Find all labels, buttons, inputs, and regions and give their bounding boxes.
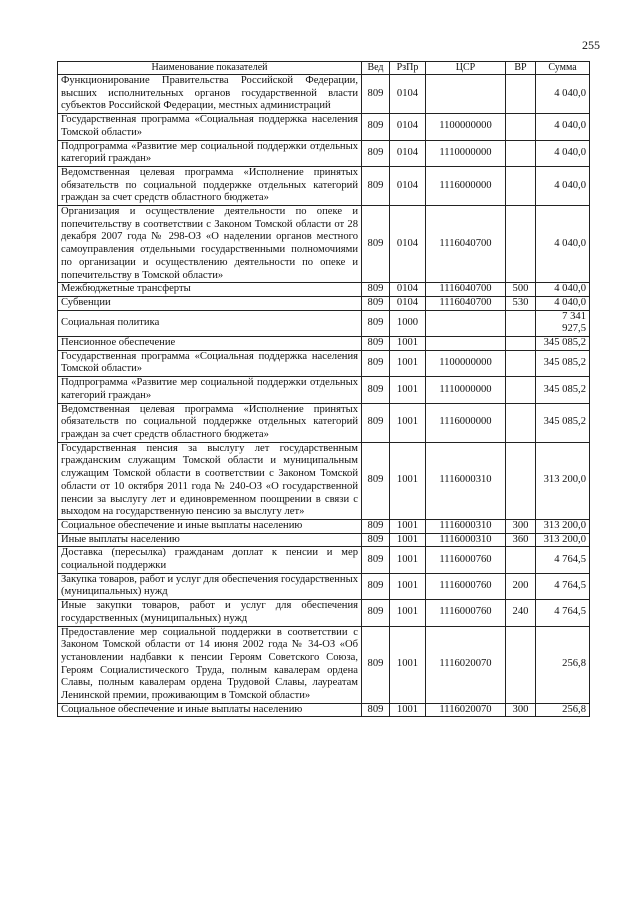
row-vr: [506, 114, 536, 140]
row-ved: 809: [362, 310, 390, 336]
row-name: Предоставление мер социальной поддержки в соответствии с Законом Томской области от 14 июня 2002 года № 34-ОЗ «Об установлении надбавки к пенсии Героям Советского Союза, Героям Социалистического Труда, полным кавалерам ордена Славы, полным кавалерам ордена Трудовой Славы, лауреатам Ленинской премии, проживающим в Томской области»: [58, 626, 362, 703]
row-csr: 1100000000: [426, 114, 506, 140]
row-csr: 1116040700: [426, 206, 506, 283]
row-name: Закупка товаров, работ и услуг для обеспечения государственных (муниципальных) нужд: [58, 573, 362, 599]
row-rzpr: 0104: [390, 75, 426, 114]
table-row: [58, 296, 590, 310]
row-sum: 345 085,2: [536, 350, 590, 376]
row-rzpr: 1001: [390, 703, 426, 717]
header-vr: ВР: [506, 62, 536, 75]
row-sum: 4 764,5: [536, 600, 590, 626]
row-rzpr: 0104: [390, 114, 426, 140]
table-row: [58, 310, 590, 336]
row-name: Субвенции: [58, 296, 362, 310]
table-row: [58, 283, 590, 297]
header-sum: Сумма: [536, 62, 590, 75]
row-sum: 345 085,2: [536, 377, 590, 403]
row-name: Иные выплаты населению: [58, 533, 362, 547]
row-vr: [506, 547, 536, 573]
row-vr: [506, 442, 536, 519]
row-sum: 345 085,2: [536, 337, 590, 351]
row-ved: 809: [362, 573, 390, 599]
row-vr: 300: [506, 703, 536, 717]
row-vr: [506, 166, 536, 205]
row-ved: 809: [362, 283, 390, 297]
table-row: [58, 600, 590, 626]
row-vr: 240: [506, 600, 536, 626]
row-sum: 256,8: [536, 626, 590, 703]
table-row: [58, 350, 590, 376]
row-ved: 809: [362, 519, 390, 533]
row-vr: 300: [506, 519, 536, 533]
row-csr: 1110000000: [426, 140, 506, 166]
row-ved: 809: [362, 547, 390, 573]
table-row: [58, 573, 590, 599]
row-name: Социальная политика: [58, 310, 362, 336]
header-ved: Вед: [362, 62, 390, 75]
table-row: [58, 626, 590, 703]
page-number: 255: [582, 38, 600, 52]
row-sum: 313 200,0: [536, 533, 590, 547]
row-vr: [506, 403, 536, 442]
row-csr: 1116000000: [426, 166, 506, 205]
row-sum: 4 040,0: [536, 140, 590, 166]
row-name: Государственная пенсия за выслугу лет государственным гражданским служащим Томской области и муниципальным служащим Томской области в соответствии с Законом Томской области от 10 октября 2011 года № 240-ОЗ «О государственной пенсии за выслугу лет и единовременном поощрении в связи с выходом на государственную пенсию за выслугу лет»: [58, 442, 362, 519]
row-csr: 1116000760: [426, 547, 506, 573]
table-row: [58, 442, 590, 519]
row-name: Пенсионное обеспечение: [58, 337, 362, 351]
row-csr: 1116000760: [426, 573, 506, 599]
row-vr: [506, 337, 536, 351]
row-rzpr: 1001: [390, 533, 426, 547]
row-sum: 4 764,5: [536, 573, 590, 599]
row-vr: 500: [506, 283, 536, 297]
row-ved: 809: [362, 703, 390, 717]
row-sum: 313 200,0: [536, 519, 590, 533]
row-ved: 809: [362, 533, 390, 547]
row-rzpr: 1001: [390, 350, 426, 376]
row-rzpr: 1001: [390, 626, 426, 703]
row-name: Подпрограмма «Развитие мер социальной поддержки отдельных категорий граждан»: [58, 377, 362, 403]
row-csr: [426, 310, 506, 336]
table-row: [58, 377, 590, 403]
row-name: Государственная программа «Социальная поддержка населения Томской области»: [58, 114, 362, 140]
table-row: [58, 403, 590, 442]
table-header-row: [58, 62, 590, 75]
row-csr: [426, 75, 506, 114]
row-sum: 4 040,0: [536, 296, 590, 310]
row-sum: 313 200,0: [536, 442, 590, 519]
table-row: [58, 140, 590, 166]
row-csr: 1110000000: [426, 377, 506, 403]
table-row: [58, 703, 590, 717]
row-ved: 809: [362, 166, 390, 205]
row-csr: 1116000310: [426, 519, 506, 533]
row-csr: 1116000000: [426, 403, 506, 442]
row-name: Государственная программа «Социальная поддержка населения Томской области»: [58, 350, 362, 376]
row-rzpr: 0104: [390, 140, 426, 166]
row-sum: 4 764,5: [536, 547, 590, 573]
row-vr: 360: [506, 533, 536, 547]
row-ved: 809: [362, 140, 390, 166]
row-rzpr: 1001: [390, 519, 426, 533]
row-sum: 4 040,0: [536, 114, 590, 140]
row-csr: 1116000760: [426, 600, 506, 626]
table-row: [58, 337, 590, 351]
row-ved: 809: [362, 377, 390, 403]
row-ved: 809: [362, 114, 390, 140]
row-name: Ведомственная целевая программа «Исполнение принятых обязательств по социальной поддержке отдельных категорий граждан за счет средств областного бюджета»: [58, 403, 362, 442]
row-rzpr: 1001: [390, 337, 426, 351]
row-rzpr: 1000: [390, 310, 426, 336]
row-sum: 4 040,0: [536, 283, 590, 297]
row-sum: 4 040,0: [536, 75, 590, 114]
row-rzpr: 1001: [390, 547, 426, 573]
row-vr: [506, 310, 536, 336]
table-row: [58, 547, 590, 573]
row-ved: 809: [362, 626, 390, 703]
row-vr: 530: [506, 296, 536, 310]
row-sum: 256,8: [536, 703, 590, 717]
row-vr: [506, 377, 536, 403]
row-name: Организация и осуществление деятельности по опеке и попечительству в соответствии с Законом Томской области от 28 декабря 2007 года № 298-ОЗ «О наделении органов местного самоуправления отдельными государственными полномочиями по организации и осуществлению деятельности по опеке и попечительству в Томской области»: [58, 206, 362, 283]
row-rzpr: 1001: [390, 600, 426, 626]
row-rzpr: 0104: [390, 296, 426, 310]
table-row: [58, 519, 590, 533]
row-name: Иные закупки товаров, работ и услуг для обеспечения государственных (муниципальных) нужд: [58, 600, 362, 626]
row-sum: 4 040,0: [536, 166, 590, 205]
row-csr: 1116040700: [426, 283, 506, 297]
row-ved: 809: [362, 206, 390, 283]
header-csr: ЦСР: [426, 62, 506, 75]
row-vr: [506, 75, 536, 114]
row-rzpr: 1001: [390, 377, 426, 403]
row-sum: 7 341 927,5: [536, 310, 590, 336]
table-row: [58, 114, 590, 140]
row-name: Социальное обеспечение и иные выплаты населению: [58, 519, 362, 533]
row-vr: [506, 350, 536, 376]
table-row: [58, 75, 590, 114]
table-row: [58, 166, 590, 205]
row-csr: 1116020070: [426, 626, 506, 703]
row-ved: 809: [362, 350, 390, 376]
row-csr: 1100000000: [426, 350, 506, 376]
row-name: Межбюджетные трансферты: [58, 283, 362, 297]
row-rzpr: 1001: [390, 442, 426, 519]
row-ved: 809: [362, 75, 390, 114]
row-ved: 809: [362, 403, 390, 442]
row-vr: 200: [506, 573, 536, 599]
row-ved: 809: [362, 296, 390, 310]
row-csr: 1116040700: [426, 296, 506, 310]
row-rzpr: 0104: [390, 206, 426, 283]
row-vr: [506, 140, 536, 166]
row-csr: 1116000310: [426, 533, 506, 547]
row-csr: 1116000310: [426, 442, 506, 519]
table-row: [58, 206, 590, 283]
row-name: Социальное обеспечение и иные выплаты населению: [58, 703, 362, 717]
row-rzpr: 0104: [390, 166, 426, 205]
row-name: Подпрограмма «Развитие мер социальной поддержки отдельных категорий граждан»: [58, 140, 362, 166]
row-vr: [506, 206, 536, 283]
row-rzpr: 1001: [390, 573, 426, 599]
row-name: Ведомственная целевая программа «Исполнение принятых обязательств по социальной поддержке отдельных категорий граждан за счет средств областного бюджета»: [58, 166, 362, 205]
budget-table: [57, 61, 590, 717]
row-ved: 809: [362, 600, 390, 626]
row-vr: [506, 626, 536, 703]
row-rzpr: 0104: [390, 283, 426, 297]
row-rzpr: 1001: [390, 403, 426, 442]
header-name: Наименование показателей: [58, 62, 362, 75]
row-sum: 345 085,2: [536, 403, 590, 442]
table-row: [58, 533, 590, 547]
row-ved: 809: [362, 442, 390, 519]
header-rzpr: РзПр: [390, 62, 426, 75]
row-ved: 809: [362, 337, 390, 351]
row-csr: 1116020070: [426, 703, 506, 717]
row-name: Доставка (пересылка) гражданам доплат к пенсии и мер социальной поддержки: [58, 547, 362, 573]
row-csr: [426, 337, 506, 351]
row-sum: 4 040,0: [536, 206, 590, 283]
row-name: Функционирование Правительства Российской Федерации, высших исполнительных органов государственной власти субъектов Российской Федерации, местных администраций: [58, 75, 362, 114]
